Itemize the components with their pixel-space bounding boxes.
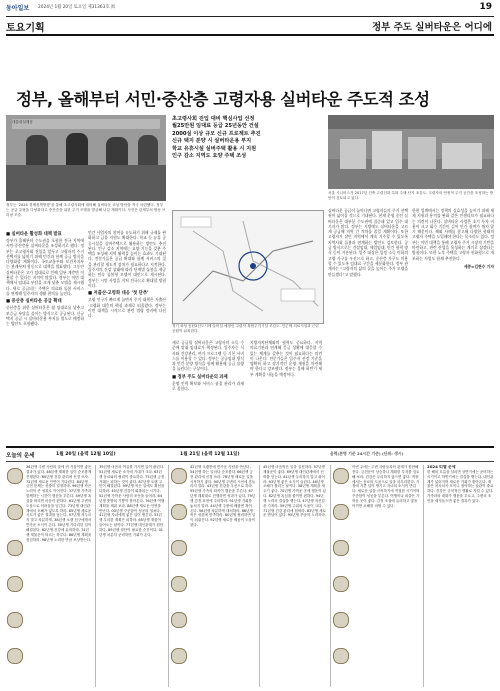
ox-icon: [333, 504, 349, 520]
right-photo-caption: 서울 시니어스가 2017년 건축 고령친화 특화 주택 단지 조감도. 고령자의 안정적 주거 공간을 조성하는 방안이 검토되고 있다.: [328, 191, 494, 200]
intro-point: 인구 감소 지역도 요양 주택 조성: [172, 153, 247, 160]
body-column-2: 민간 사업자의 참여를 유도하기 위해 규제를 완화하고 금융 지원도 확대한다. 학교 등 유휴 공공시설을 실버주택으로 활용하는 방안도 추진된다. 인구 감소 지역에는 요양 기능을 갖춘 주택을 조성해 지역 활력을 높이는 효과도 기대된다. 전문가들은 공급 확대와 함께 서비스의 질을 관리할 제도적 장치가 필요하다고 지적한다. 입주자의 건강 상태에 따라 단계별 돌봄을 제공하는 연속 돌봄형 모델이 대안으로 제시된다. 정부는 시범 사업을 거쳐 전국으로 확대할 방침이다. ■ 저출산·고령화 대응 ‘첫 단추’ 고령 인구가 빠르게 늘면서 주거 대책은 저출산·고령화 대응의 핵심 과제로 떠올랐다. 정부는 이번 대책을 시작으로 관련 법령 정비에 나선다.: [88, 230, 166, 319]
fortune-date-2: 1월 21일 (음력 12월 11일): [180, 452, 240, 457]
intro-point: 신규 택지 분양 시 실버타운용 부지: [172, 138, 252, 145]
column-divider: [95, 465, 96, 687]
rat-icon: [333, 468, 349, 484]
column-divider: [168, 465, 169, 687]
page-number: 19: [479, 2, 492, 12]
fortune-rule: [6, 461, 494, 462]
fortune-column-3: 42년생 오랜만에 반가운 사람을 만난다. 54년생 하는 일마다 순조롭다. 66년생 금전 관리에 신경 쓰라. 78년생 새로운 일을 시작하기 좋다. 90년생 주변의 시선에 흔들리지 말라. 43년생 건강을 우선으로 하라. 55년생 가족의 화목이 행운을 부른다. 67년생 계획대로 진행하면 성과가 있다. 79년생 감정 표현에 주의하라. 91년생 기회를 놓치지 말라. 44년생 주변에 베풀면 복이 온다. 56년생 차분하게 대처하라. 68년생 작은 성취에 만족하라. 80년생 협력하면 일이 쉬워진다. 92년생 새로운 배움이 도움이 된다.: [190, 465, 256, 528]
section-rule: [6, 34, 494, 36]
section-heading-3: ■ 저출산·고령화 대응 ‘첫 단추’: [88, 291, 149, 297]
ox-icon: [7, 504, 23, 520]
site-map-drawing: [173, 211, 323, 323]
masthead: 동아일보: [6, 5, 30, 12]
intro-point: 2000실 이상 규모 신규 프로젝트 추진: [172, 130, 261, 137]
zodiac-icons-right: [333, 468, 349, 688]
tiger-icon: [333, 540, 349, 556]
horse-icon: [171, 468, 187, 484]
body-column-6: 한편 업계에서는 정책의 실효성을 높이기 위해 세제 지원과 용적률 완화 같은 인센티브가 필요하다는 의견이 나온다. 실버타운 사업은 초기 투자 비용이 크고 회수 기간이 길어 민간 참여가 쉽지 않기 때문이다. 해외 사례를 참고해 다양한 형태의 고령자 주택을 도입해야 한다는 목소리도 있다. 정부는 이번 대책을 통해 고령자 주거 시장의 기반을 마련하고, 관련 산업을 육성하는 계기로 삼겠다는 방침이다. 또한 노후 주택을 고령자 친화형으로 개조하는 사업도 함께 추진한다. 세종=김현수 기자: [412, 208, 494, 269]
intro-point: 월25만원 임대료 등급 25년동안 건설: [172, 123, 259, 130]
footer-rule: [6, 446, 494, 448]
fortune-date-1: 1월 20일 (음력 12월 10일): [56, 452, 116, 457]
section-heading-4: ■ 정부 주도 실버타운의 과제: [172, 374, 228, 380]
monkey-icon: [171, 540, 187, 556]
dateline: 2024년 1월 20일 토요일 제31363호 ㉃: [38, 5, 116, 10]
fortune-column-4: 45년생 마음먹은 일을 실천하라. 57년생 재물운이 좋다. 69년생 대인관계에서 신뢰를 얻는다. 81년생 무리하지 말고 쉬어라. 93년생 좋은 소식이 들린다. 46년생 오해가 풀리는 날이다. 58년생 계획을 세우기 좋다. 70년생 가까운 곳에 행운이 있다. 82년생 욕심을 줄이면 편하다. 94년생 노력의 결실을 맺는다. 47년생 자신감을 가져라. 59년생 주위의 도움이 크다. 71년생 건강 관리에 힘써라. 83년생 새로운 만남이 있다. 95년생 꾸준히 노력하라.: [263, 465, 326, 518]
zodiac-icons-left: [7, 468, 23, 688]
body-column-3: 새로 공급될 실버타운은 고령자의 소득 수준에 맞춰 임대료가 책정된다. 입주자는 식사와 건강관리, 여가 프로그램 등 기본 서비스를 이용할 수 있다. 정부는 공공임대 방식과 민간 분양 방식을 함께 활용해 공급 물량을 늘린다는 구상이다. ■ 정부 주도 실버타운의 과제 운영 인력 확보와 서비스 품질 관리가 과제로 꼽힌다.: [172, 340, 244, 392]
photo-tag: 대통령실제공: [12, 120, 33, 124]
column-divider: [259, 465, 260, 687]
snake-icon: [333, 648, 349, 664]
dragon-icon: [7, 612, 23, 628]
dog-icon: [171, 612, 187, 628]
fortune-note: 음력(본명 기준 24시간 기준) (단위: 생시): [330, 451, 404, 456]
fortune-weekly-title: 2024 띠별 운세: [427, 465, 456, 469]
column-divider: [330, 465, 331, 687]
intro-point: 초고령사회 진입 대비 핵심사업 선정: [172, 116, 255, 122]
fortune-column-1: 36년생 주변 사람의 말에 귀 기울이면 좋은 결과가 있다. 48년생 계획한 일이 순조롭게 진행된다. 60년생 건강 관리에 신경 쓰자. 72년생 새로운 인연이 기다린다. 84년생 금전 문제는 신중히 결정하라. 96년생 작은 노력이 큰 성과로 이어진다. 37년생 가족과 함께하는 시간이 행운을 부른다. 49년생 욕심을 버리면 마음이 편하다. 61년생 주변의 도움으로 어려움을 넘긴다. 73년생 대인관계에서 오해가 없도록 하라. 85년생 새로운 시도가 좋은 결과를 낳는다. 97년생 서두르지 말고 차분하게. 38년생 오랜 친구에게서 반가운 소식이 온다. 50년생 기다리던 일이 해결된다. 62년생 건강에 유의하라. 74년생 재물운이 따르는 하루다. 86년생 계획을 점검하라. 98년생 노력한 만큼 보상받는다.: [26, 465, 92, 542]
body-column-4: 지방자치단체와의 협력도 중요하다. 지역 의료기관과 연계해 응급 상황에 대응할 수 있는 체계를 갖추는 것이 필요하다는 의견이 나온다. 전문가들은 입주자 선정 기준을 명확히 하고 장기적인 운영 재원을 마련해야 한다고 강조했다. 정부는 올해 하반기 세부 계획을 내놓을 예정이다.: [250, 340, 322, 377]
rooster-icon: [171, 576, 187, 592]
photo-caption: 정부는 ‘2024 경제정책방향’을 통해 초고령사회에 대비해 실버타운 조성 방안을 적극 마련했다. 정부는 공급 유형을 다양화하고 중산층을 위한 주거 모델을 발굴해 나갈 계획이다. 사진은 관계부처 합동 브리핑 모습.: [6, 203, 166, 217]
rabbit-icon: [7, 576, 23, 592]
intro-points: [172, 116, 322, 208]
body-column-5: 실버타운 공급이 늘어나면 고령자들의 주거 선택권이 넓어질 것으로 기대된다. 현재 운영 중인 실버타운은 대부분 수도권에 집중돼 있고 입주 대기자가 많다. 정부는 지방에도 실버타운을 고르게 공급해 지역 간 격차를 줄일 계획이다. 또한 고령자가 살던 지역에서 계속 거주할 수 있도록 지역사회 돌봄과 연계하는 방안도 검토한다. 공급 방식으로는 건설임대, 매입임대, 민간 협력 방식 등이 거론된다. 입주 대상은 일정 소득 이하의 고령 가구를 우선으로 하고, 중산층 가구도 이용할 수 있도록 임대료 구간을 세분화한다. 정부 관계자는 “고령자의 삶의 질을 높이는 주거 모델을 만들겠다”고 말했다.: [328, 208, 408, 277]
zodiac-icons-mid: [171, 468, 187, 688]
section-title: 정부 주도 실버타운은 어디에: [371, 22, 492, 33]
tiger-icon: [7, 540, 23, 556]
sheep-icon: [171, 504, 187, 520]
snake-icon: [7, 648, 23, 664]
fortune-column-5: 이번 주에는 주변 사람들과의 관계가 원만해진다. 금전운이 상승하니 계획한 투자를 검토해 보라. 건강은 무리하지 않으면 좋다. 직장에서는 동료의 도움으로 일을 마무리한다. 가정에 기쁜 일이 생기고 자녀의 소식이 반갑다. 새로운 일을 시작하기에 적절한 시기이며 꾸준함이 성공을 부른다. 여행이나 외출은 가까운 곳이 좋다. 감정 조절에 유의하고 말을 아끼면 오해를 피할 수 있다.: [352, 465, 420, 508]
fortune-column-6: 2024 띠별 운세 한 해의 흐름을 살피면 상반기에는 준비하는 시기이고 하반기에는 결실을 맺는다. 대인관계가 넓어지며 새로운 기회가 찾아온다. 재물은 차곡차곡 모이니 절약하는 습관이 중요하다. 건강은 규칙적인 생활로 지킬 수 있다. 가족과의 대화가 행운을 부르고, 주변의 조언을 새겨들으면 좋은 결과가 있다.: [427, 465, 494, 503]
header-rule: [6, 16, 494, 17]
body-column-1: ■ 실버타운 활성화 대책 발표 정부가 올해부터 수도권을 포함한 전국 지역에 서민·중산층용 실버타운을 조성하기로 했다. 정부는 초고령사회 진입을 앞두고 고령자의 주거 선택지를 넓히기 위해 민간과 함께 공급 방식을 다양화할 계획이다. 국토교통부와 보건복지부는 관계부처 합동으로 대책을 발표했다. 그동안 실버타운은 고가 임대료로 인해 일부 계층만 이용할 수 있다는 지적이 많았다. 정부는 이번 대책에서 임대료 부담을 크게 낮춘 모델을 제시했다. 새로 공급되는 주택은 의료와 돌봄 서비스를 연계해 입주자의 생활 편의를 높인다. ■ 중산층 실버타운 공급 확대 중산층을 위한 실버타운은 월 임대료를 낮추고 보증금 부담을 줄이는 방식으로 공급된다. 신규 택지 공급 시 실버타운용 부지를 별도로 배정하는 방안도 포함됐다.: [6, 232, 84, 327]
fortune-column-2: 39년생 마음의 여유를 가지면 일이 풀린다. 51년생 새로운 소식에 기대가 크다. 63년생 동료와의 협력이 중요하다. 75년생 금전 거래는 피하는 것이 좋다. 87년생 오랜 고민이 해결된다. 99년생 작은 일에도 최선을 다하라. 40년생 건강이 회복되는 시기다. 52년생 가까운 사람의 조언을 들어라. 64년생 뜻밖의 기쁨이 찾아온다. 76년생 여행 계획을 세워 보라. 88년생 새로운 인연을 만난다. 00년생 꾸준함이 성공의 열쇠다. 41년생 자녀에게 좋은 일이 생긴다. 53년생 무리한 계획은 피하라. 65년생 재물이 들어오는 날이다. 77년생 대인관계가 원만하다. 89년생 결단이 필요한 순간이다. 01년생 차분히 준비하면 기회가 온다.: [99, 465, 165, 537]
complex-photo: [328, 115, 494, 189]
column-divider: [423, 465, 424, 687]
rat-icon: [7, 468, 23, 484]
site-map: [172, 210, 324, 324]
headline: 정부, 올해부터 서민·중산층 고령자용 실버타운 주도적 조성: [16, 90, 430, 109]
section-label: 토요기획: [6, 23, 45, 34]
rabbit-icon: [333, 576, 349, 592]
map-caption: 경기 화성 동탄2신도시에 들어설 예정인 고령자 복합주거시설 조감도. 인근에 의료시설과 근린공원이 위치한다.: [172, 324, 319, 333]
dragon-icon: [333, 612, 349, 628]
byline: 세종=김현수 기자: [463, 263, 494, 269]
briefing-photo: [6, 115, 166, 201]
fortune-title: 오늘의 운세: [6, 453, 35, 459]
intro-point: 학교 유휴시설 실버주택 활용 시 지원: [172, 145, 257, 152]
pig-icon: [171, 648, 187, 664]
section-heading-1: ■ 실버타운 활성화 대책 발표: [6, 232, 62, 237]
section-heading-2: ■ 중산층 실버타운 공급 확대: [6, 299, 62, 305]
